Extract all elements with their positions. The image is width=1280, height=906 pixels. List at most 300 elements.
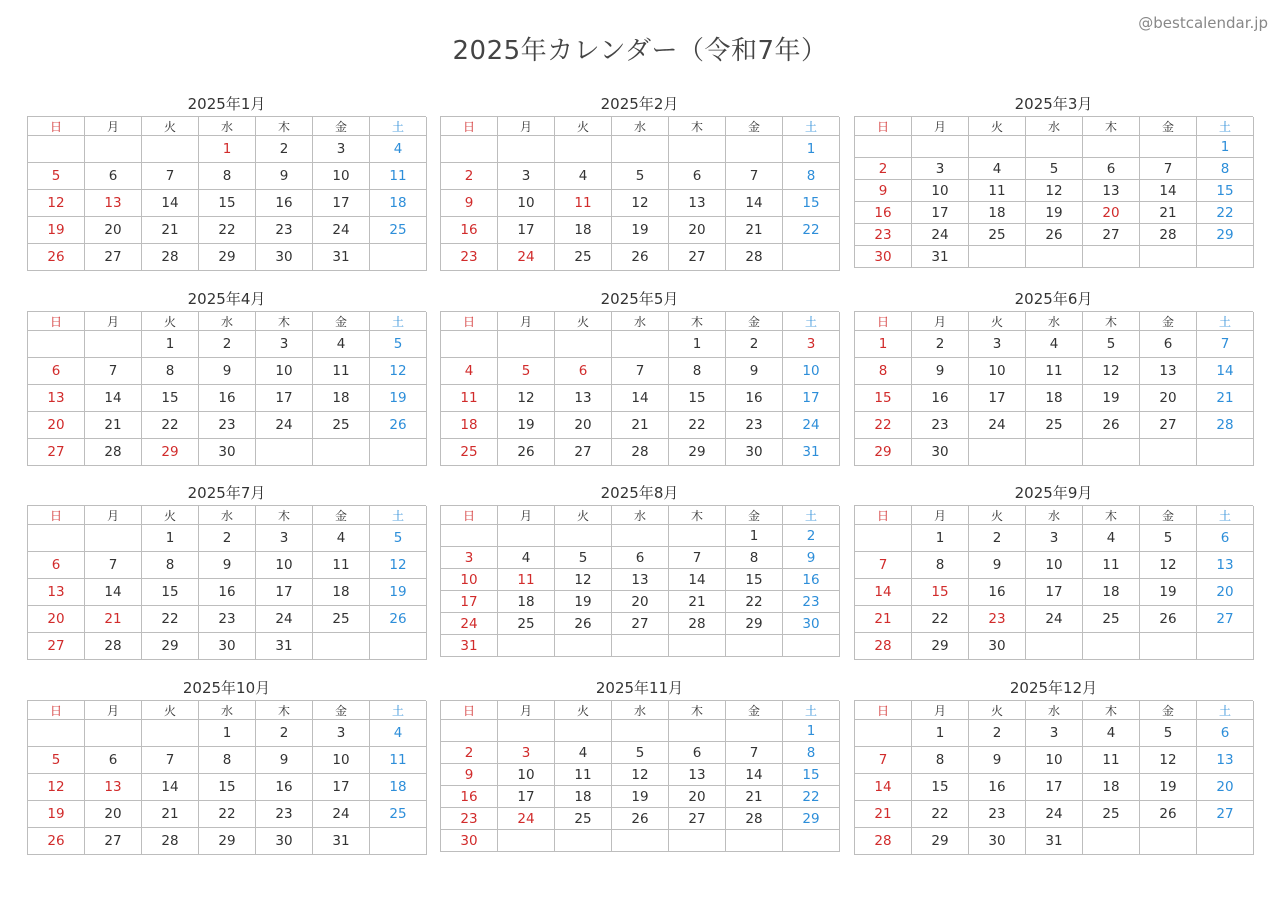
day-cell: 28: [855, 633, 912, 660]
empty-day-cell: [1083, 439, 1140, 466]
month-title: 2025年5月: [600, 290, 679, 308]
day-cell: 10: [1026, 552, 1083, 579]
week-row: [855, 136, 1253, 158]
day-cell: 4: [555, 163, 612, 190]
day-cell: 30: [441, 830, 498, 852]
day-cell: 23: [783, 591, 840, 613]
day-cell: 24: [912, 224, 969, 246]
day-cell: 1: [669, 331, 726, 358]
day-cell: 21: [855, 801, 912, 828]
day-cell: 25: [313, 606, 370, 633]
day-cell: 25: [1026, 412, 1083, 439]
empty-day-cell: [498, 331, 555, 358]
empty-day-cell: [370, 439, 427, 466]
day-cell: 23: [912, 412, 969, 439]
day-cell: 6: [28, 552, 85, 579]
day-cell: 24: [256, 412, 313, 439]
month-grid: [854, 311, 1253, 466]
day-cell: 22: [669, 412, 726, 439]
week-row: [855, 801, 1253, 828]
day-cell: 12: [555, 569, 612, 591]
day-cell: 5: [1083, 331, 1140, 358]
week-row: [855, 747, 1253, 774]
day-cell: 2: [199, 525, 256, 552]
weekday-label: 土: [783, 117, 840, 136]
week-row: [28, 579, 426, 606]
week-row: [855, 202, 1253, 224]
week-row: [855, 358, 1253, 385]
day-cell: 21: [669, 591, 726, 613]
day-cell: 17: [256, 385, 313, 412]
day-cell: 23: [441, 244, 498, 271]
day-cell: 9: [783, 547, 840, 569]
empty-day-cell: [783, 244, 840, 271]
day-cell: 26: [1140, 606, 1197, 633]
weekday-label: 水: [612, 117, 669, 136]
empty-day-cell: [441, 331, 498, 358]
day-cell: 4: [1083, 525, 1140, 552]
day-cell: 23: [199, 606, 256, 633]
week-row: [28, 633, 426, 660]
empty-day-cell: [726, 635, 783, 657]
week-row: [441, 547, 839, 569]
day-cell: 28: [1197, 412, 1254, 439]
day-cell: 1: [783, 136, 840, 163]
weekday-label: 木: [669, 701, 726, 720]
empty-day-cell: [969, 439, 1026, 466]
weekday-header-row: [28, 312, 426, 331]
weekday-header-row: [28, 117, 426, 136]
day-cell: 27: [28, 439, 85, 466]
weekday-label: 日: [855, 117, 912, 136]
day-cell: 6: [85, 163, 142, 190]
day-cell: 12: [370, 358, 427, 385]
weekday-label: 土: [370, 312, 427, 331]
day-cell: 21: [142, 217, 199, 244]
day-cell: 25: [498, 613, 555, 635]
week-row: [28, 412, 426, 439]
day-cell: 15: [142, 579, 199, 606]
day-cell: 13: [85, 190, 142, 217]
day-cell: 9: [912, 358, 969, 385]
day-cell: 23: [256, 217, 313, 244]
day-cell: 2: [256, 136, 313, 163]
week-row: [28, 828, 426, 855]
week-row: [441, 742, 839, 764]
weekday-label: 火: [555, 701, 612, 720]
empty-day-cell: [85, 136, 142, 163]
empty-day-cell: [855, 720, 912, 747]
empty-day-cell: [28, 525, 85, 552]
day-cell: 27: [1083, 224, 1140, 246]
empty-day-cell: [28, 331, 85, 358]
day-cell: 14: [85, 385, 142, 412]
day-cell: 30: [783, 613, 840, 635]
weekday-label: 火: [142, 312, 199, 331]
weekday-label: 日: [441, 312, 498, 331]
weekday-label: 土: [783, 701, 840, 720]
weekday-label: 金: [313, 701, 370, 720]
empty-day-cell: [441, 525, 498, 547]
month-title: 2025年6月: [1014, 290, 1093, 308]
month-apr: [27, 287, 426, 466]
empty-day-cell: [441, 720, 498, 742]
weekday-label: 月: [85, 506, 142, 525]
week-row: [28, 358, 426, 385]
day-cell: 2: [441, 163, 498, 190]
day-cell: 11: [498, 569, 555, 591]
empty-day-cell: [855, 525, 912, 552]
empty-day-cell: [1140, 439, 1197, 466]
day-cell: 12: [28, 774, 85, 801]
day-cell: 26: [1026, 224, 1083, 246]
day-cell: 28: [85, 439, 142, 466]
week-row: [441, 591, 839, 613]
weekday-label: 木: [256, 701, 313, 720]
empty-day-cell: [1083, 633, 1140, 660]
day-cell: 17: [498, 217, 555, 244]
weekday-label: 月: [85, 312, 142, 331]
weekday-label: 月: [498, 701, 555, 720]
day-cell: 7: [85, 552, 142, 579]
day-cell: 14: [855, 774, 912, 801]
day-cell: 6: [1197, 525, 1254, 552]
day-cell: 12: [1026, 180, 1083, 202]
day-cell: 31: [441, 635, 498, 657]
day-cell: 26: [612, 244, 669, 271]
weekday-label: 木: [669, 312, 726, 331]
day-cell: 16: [441, 786, 498, 808]
week-row: [28, 331, 426, 358]
weekday-label: 金: [1140, 312, 1197, 331]
day-cell: 6: [1140, 331, 1197, 358]
day-cell: 27: [669, 808, 726, 830]
empty-day-cell: [555, 331, 612, 358]
empty-day-cell: [969, 246, 1026, 268]
weekday-label: 日: [855, 506, 912, 525]
day-cell: 4: [555, 742, 612, 764]
month-may: [440, 287, 839, 466]
day-cell: 4: [1026, 331, 1083, 358]
day-cell: 13: [28, 579, 85, 606]
day-cell: 4: [498, 547, 555, 569]
empty-day-cell: [370, 633, 427, 660]
weekday-label: 月: [85, 701, 142, 720]
weekday-label: 土: [370, 117, 427, 136]
day-cell: 9: [969, 747, 1026, 774]
day-cell: 7: [1197, 331, 1254, 358]
day-cell: 16: [256, 190, 313, 217]
day-cell: 17: [313, 190, 370, 217]
day-cell: 14: [142, 190, 199, 217]
day-cell: 21: [1140, 202, 1197, 224]
day-cell: 20: [1197, 774, 1254, 801]
weekday-label: 火: [969, 312, 1026, 331]
day-cell: 7: [85, 358, 142, 385]
day-cell: 16: [199, 579, 256, 606]
month-title: 2025年1月: [187, 95, 266, 113]
day-cell: 13: [1083, 180, 1140, 202]
weekday-label: 木: [669, 506, 726, 525]
month-title: 2025年7月: [187, 484, 266, 502]
day-cell: 3: [783, 331, 840, 358]
day-cell: 21: [612, 412, 669, 439]
day-cell: 11: [555, 190, 612, 217]
day-cell: 19: [1140, 774, 1197, 801]
week-row: [441, 244, 839, 271]
day-cell: 13: [669, 764, 726, 786]
day-cell: 23: [441, 808, 498, 830]
day-cell: 11: [555, 764, 612, 786]
weekday-label: 日: [855, 701, 912, 720]
weekday-label: 木: [1083, 701, 1140, 720]
day-cell: 17: [1026, 579, 1083, 606]
day-cell: 9: [855, 180, 912, 202]
week-row: [441, 439, 839, 466]
day-cell: 2: [256, 720, 313, 747]
month-grid: [27, 700, 426, 855]
day-cell: 8: [142, 552, 199, 579]
week-row: [441, 385, 839, 412]
day-cell: 19: [612, 217, 669, 244]
empty-day-cell: [1140, 136, 1197, 158]
day-cell: 2: [726, 331, 783, 358]
day-cell: 22: [142, 412, 199, 439]
weekday-label: 木: [256, 117, 313, 136]
day-cell: 10: [1026, 747, 1083, 774]
weekday-label: 日: [441, 701, 498, 720]
empty-day-cell: [142, 720, 199, 747]
day-cell: 30: [912, 439, 969, 466]
day-cell: 11: [313, 552, 370, 579]
day-cell: 1: [199, 720, 256, 747]
weekday-label: 水: [199, 312, 256, 331]
day-cell: 16: [199, 385, 256, 412]
day-cell: 4: [370, 720, 427, 747]
empty-day-cell: [28, 136, 85, 163]
day-cell: 12: [1140, 552, 1197, 579]
weekday-label: 金: [313, 117, 370, 136]
day-cell: 24: [498, 808, 555, 830]
empty-day-cell: [1026, 246, 1083, 268]
day-cell: 29: [912, 828, 969, 855]
day-cell: 9: [256, 163, 313, 190]
weekday-label: 木: [1083, 117, 1140, 136]
day-cell: 27: [1197, 606, 1254, 633]
month-sep: [854, 481, 1253, 660]
day-cell: 21: [726, 217, 783, 244]
empty-day-cell: [498, 720, 555, 742]
month-title: 2025年10月: [182, 679, 271, 697]
day-cell: 29: [199, 828, 256, 855]
empty-day-cell: [1026, 633, 1083, 660]
day-cell: 14: [726, 764, 783, 786]
day-cell: 8: [1197, 158, 1254, 180]
day-cell: 27: [1140, 412, 1197, 439]
day-cell: 16: [783, 569, 840, 591]
empty-day-cell: [498, 830, 555, 852]
day-cell: 23: [726, 412, 783, 439]
day-cell: 11: [1026, 358, 1083, 385]
day-cell: 26: [28, 828, 85, 855]
weekday-header-row: [855, 312, 1253, 331]
day-cell: 16: [969, 579, 1026, 606]
day-cell: 6: [612, 547, 669, 569]
weekday-label: 土: [1197, 506, 1254, 525]
day-cell: 6: [1197, 720, 1254, 747]
weekday-label: 月: [85, 117, 142, 136]
week-row: [28, 190, 426, 217]
day-cell: 1: [726, 525, 783, 547]
day-cell: 5: [370, 331, 427, 358]
month-grid: [854, 116, 1253, 268]
day-cell: 29: [199, 244, 256, 271]
week-row: [855, 720, 1253, 747]
day-cell: 29: [1197, 224, 1254, 246]
day-cell: 6: [1083, 158, 1140, 180]
empty-day-cell: [85, 525, 142, 552]
day-cell: 18: [370, 190, 427, 217]
day-cell: 19: [1026, 202, 1083, 224]
day-cell: 3: [313, 136, 370, 163]
day-cell: 24: [1026, 801, 1083, 828]
day-cell: 28: [142, 828, 199, 855]
day-cell: 20: [28, 412, 85, 439]
day-cell: 7: [855, 552, 912, 579]
empty-day-cell: [783, 830, 840, 852]
empty-day-cell: [498, 635, 555, 657]
day-cell: 17: [783, 385, 840, 412]
day-cell: 10: [256, 358, 313, 385]
week-row: [441, 136, 839, 163]
day-cell: 10: [912, 180, 969, 202]
day-cell: 13: [555, 385, 612, 412]
day-cell: 1: [855, 331, 912, 358]
week-row: [441, 569, 839, 591]
day-cell: 22: [855, 412, 912, 439]
day-cell: 1: [912, 525, 969, 552]
day-cell: 20: [1083, 202, 1140, 224]
day-cell: 5: [498, 358, 555, 385]
day-cell: 3: [498, 742, 555, 764]
weekday-label: 水: [199, 117, 256, 136]
day-cell: 26: [498, 439, 555, 466]
weekday-header-row: [855, 701, 1253, 720]
day-cell: 4: [1083, 720, 1140, 747]
day-cell: 16: [726, 385, 783, 412]
weekday-label: 水: [612, 701, 669, 720]
day-cell: 13: [612, 569, 669, 591]
day-cell: 14: [669, 569, 726, 591]
day-cell: 8: [855, 358, 912, 385]
day-cell: 7: [142, 163, 199, 190]
day-cell: 27: [1197, 801, 1254, 828]
weekday-label: 火: [969, 506, 1026, 525]
day-cell: 9: [199, 358, 256, 385]
day-cell: 18: [1083, 774, 1140, 801]
empty-day-cell: [1197, 246, 1254, 268]
empty-day-cell: [669, 136, 726, 163]
day-cell: 24: [498, 244, 555, 271]
day-cell: 10: [783, 358, 840, 385]
month-grid: [27, 116, 426, 271]
day-cell: 12: [28, 190, 85, 217]
week-row: [28, 720, 426, 747]
empty-day-cell: [28, 720, 85, 747]
weekday-label: 水: [199, 506, 256, 525]
day-cell: 30: [726, 439, 783, 466]
day-cell: 30: [256, 244, 313, 271]
day-cell: 9: [256, 747, 313, 774]
weekday-label: 金: [1140, 506, 1197, 525]
day-cell: 20: [85, 217, 142, 244]
day-cell: 15: [1197, 180, 1254, 202]
day-cell: 25: [441, 439, 498, 466]
day-cell: 27: [85, 828, 142, 855]
month-jun: [854, 287, 1253, 466]
day-cell: 23: [855, 224, 912, 246]
day-cell: 11: [441, 385, 498, 412]
weekday-label: 土: [370, 701, 427, 720]
day-cell: 4: [969, 158, 1026, 180]
day-cell: 17: [912, 202, 969, 224]
day-cell: 1: [1197, 136, 1254, 158]
day-cell: 11: [370, 747, 427, 774]
day-cell: 9: [199, 552, 256, 579]
empty-day-cell: [1083, 828, 1140, 855]
empty-day-cell: [441, 136, 498, 163]
day-cell: 16: [441, 217, 498, 244]
week-row: [28, 747, 426, 774]
day-cell: 11: [370, 163, 427, 190]
day-cell: 8: [669, 358, 726, 385]
day-cell: 17: [256, 579, 313, 606]
month-grid: [27, 311, 426, 466]
month-dec: [854, 676, 1253, 855]
day-cell: 24: [441, 613, 498, 635]
day-cell: 3: [256, 331, 313, 358]
week-row: [441, 190, 839, 217]
day-cell: 8: [199, 163, 256, 190]
month-title: 2025年4月: [187, 290, 266, 308]
day-cell: 28: [669, 613, 726, 635]
day-cell: 12: [612, 764, 669, 786]
week-row: [441, 786, 839, 808]
day-cell: 11: [1083, 747, 1140, 774]
week-row: [855, 158, 1253, 180]
weekday-label: 月: [912, 117, 969, 136]
day-cell: 14: [1140, 180, 1197, 202]
day-cell: 13: [1197, 552, 1254, 579]
day-cell: 28: [142, 244, 199, 271]
day-cell: 14: [142, 774, 199, 801]
empty-day-cell: [612, 635, 669, 657]
day-cell: 27: [669, 244, 726, 271]
day-cell: 31: [783, 439, 840, 466]
week-row: [28, 136, 426, 163]
day-cell: 7: [726, 163, 783, 190]
month-oct: [27, 676, 426, 855]
day-cell: 26: [28, 244, 85, 271]
empty-day-cell: [498, 136, 555, 163]
weekday-label: 金: [726, 701, 783, 720]
day-cell: 8: [199, 747, 256, 774]
day-cell: 21: [85, 412, 142, 439]
weekday-label: 土: [1197, 117, 1254, 136]
weekday-label: 月: [498, 117, 555, 136]
day-cell: 11: [969, 180, 1026, 202]
day-cell: 2: [783, 525, 840, 547]
